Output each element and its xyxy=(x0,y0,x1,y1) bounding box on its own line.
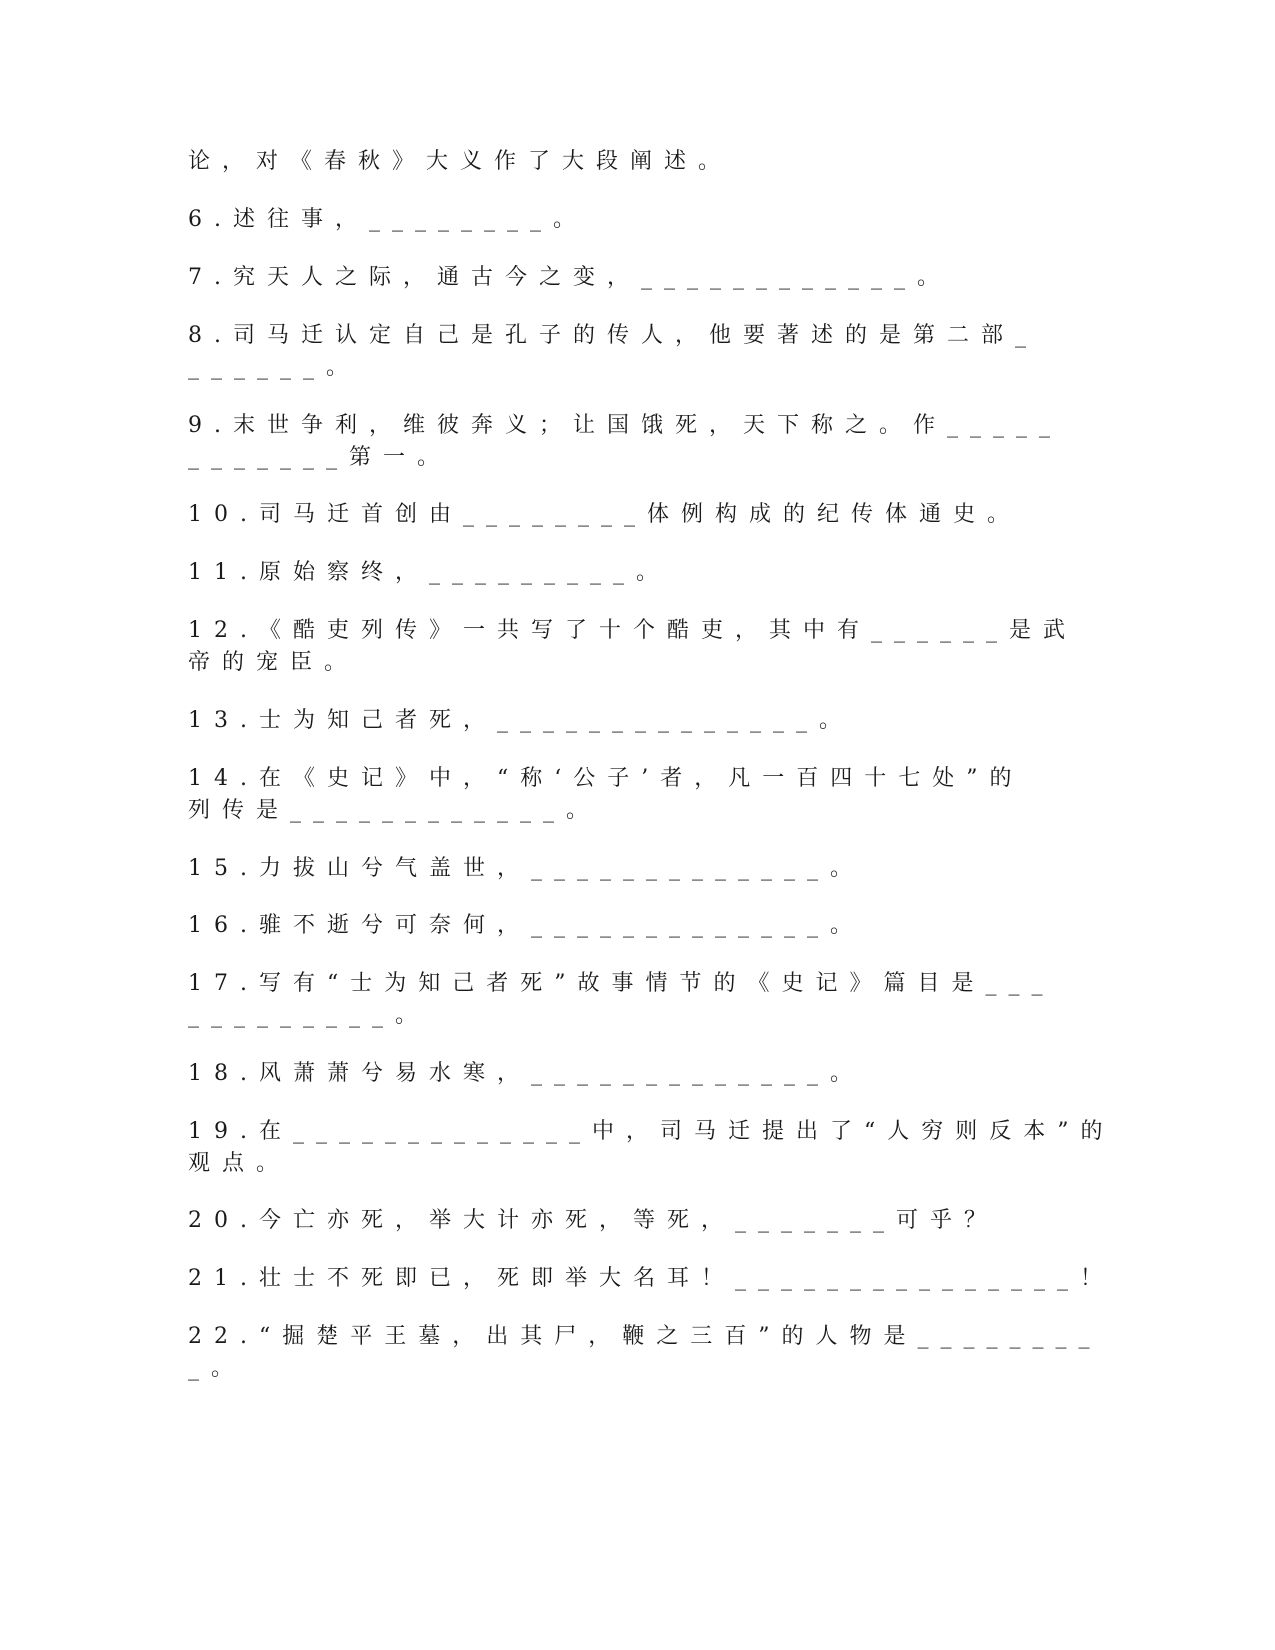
question-19-cont: 观点。 xyxy=(188,1151,291,1176)
question-10: 10.司马迁首创由________体例构成的纪传体通史。 xyxy=(188,502,1021,527)
question-18: 18.风萧萧兮易水寒，_____________。 xyxy=(188,1061,864,1086)
question-22: 22.“掘楚平王墓，出其尸，鞭之三百”的人物是________ xyxy=(188,1324,1102,1349)
question-9: 9.末世争利，维彼奔义；让国饿死，天下称之。作_____ xyxy=(188,413,1062,438)
question-14: 14.在《史记》中，“称‘公子’者，凡一百四十七处”的 xyxy=(188,766,1024,791)
question-7: 7.究天人之际，通古今之变，____________。 xyxy=(188,265,951,290)
question-14-cont: 列传是____________。 xyxy=(188,798,601,823)
question-12-cont: 帝的宠臣。 xyxy=(188,650,359,675)
question-15: 15.力拔山兮气盖世，_____________。 xyxy=(188,856,864,881)
question-19: 19.在_____________中，司马迁提出了“人穷则反本”的 xyxy=(188,1119,1115,1144)
question-22-cont: _。 xyxy=(188,1356,246,1381)
question-13: 13.士为知己者死，______________。 xyxy=(188,708,853,733)
question-17-cont: _________。 xyxy=(188,1003,430,1028)
question-12: 12.《酷吏列传》一共写了十个酷吏，其中有______是武 xyxy=(188,618,1077,643)
question-16: 16.骓不逝兮可奈何，_____________。 xyxy=(188,913,864,938)
question-17: 17.写有“士为知己者死”故事情节的《史记》篇目是___ xyxy=(188,971,1055,996)
text-line: 论，对《春秋》大义作了大段阐述。 xyxy=(188,149,733,174)
question-8: 8.司马迁认定自己是孔子的传人，他要著述的是第二部_ xyxy=(188,323,1038,348)
question-9-cont: _______第一。 xyxy=(188,445,452,470)
question-8-cont: ______。 xyxy=(188,355,361,380)
question-21: 21.壮士不死即已，死即举大名耳！_______________！ xyxy=(188,1266,1114,1291)
question-11: 11.原始察终，_________。 xyxy=(188,560,670,585)
question-6: 6.述往事，________。 xyxy=(188,207,587,232)
question-20: 20.今亡亦死，举大计亦死，等死，_______可乎？ xyxy=(188,1208,998,1233)
